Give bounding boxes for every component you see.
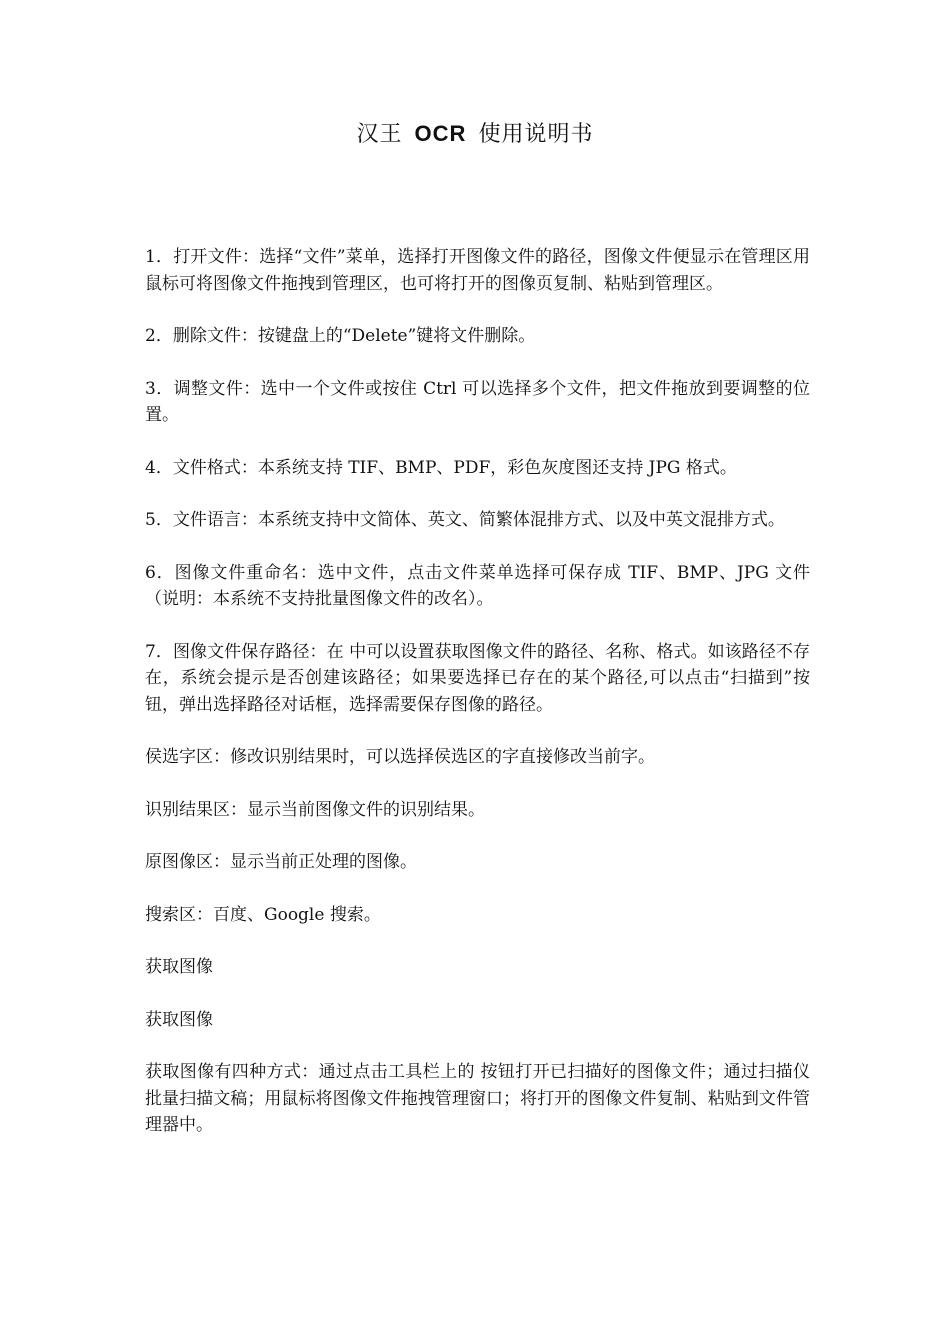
paragraph-adjust-file: 3．调整文件：选中一个文件或按住 Ctrl 可以选择多个文件，把文件拖放到要调整的位置。 [145,378,810,425]
title-prefix: 汉王 [356,122,403,147]
paragraph-open-file: 1．打开文件：选择“文件”菜单，选择打开图像文件的路径，图像文件便显示在管理区用鼠标可将图像文件拖拽到管理区，也可将打开的图像页复制、粘贴到管理区。 [145,247,810,294]
paragraph-get-image-methods: 获取图像有四种方式：通过点击工具栏上的 按钮打开已扫描好的图像文件；通过扫描仪批量扫描文稿；用鼠标将图像文件拖拽管理窗口；将打开的图像文件复制、粘贴到文件管理器中。 [145,1062,810,1135]
paragraph-search-area: 搜索区：百度、Google 搜索。 [145,904,381,925]
paragraph-rename: 6．图像文件重命名：选中文件，点击文件菜单选择可保存成 TIF、BMP、JPG 文件（说明：本系统不支持批量图像文件的改名）。 [145,562,810,609]
paragraph-file-format: 4．文件格式：本系统支持 TIF、BMP、PDF，彩色灰度图还支持 JPG 格式。 [145,457,737,478]
title-suffix: 使用说明书 [478,122,594,147]
paragraph-file-language: 5．文件语言：本系统支持中文简体、英文、简繁体混排方式、以及中英文混排方式。 [145,510,785,530]
document-body [145,244,810,1165]
paragraph-delete-file: 2．删除文件：按键盘上的“Delete”键将文件删除。 [145,326,536,346]
paragraph-save-path: 7．图像文件保存路径：在 中可以设置获取图像文件的路径、名称、格式。如该路径不存在，系统会提示是否创建该路径；如果要选择已存在的某个路径,可以点击“扫描到”按钮，弹出选择路径对话框，选择需要保存图像的路径。 [145,641,810,715]
heading-get-image-1: 获取图像 [145,957,213,977]
paragraph-candidate-area: 侯选字区：修改识别结果时，可以选择侯选区的字直接修改当前字。 [145,747,655,767]
paragraph-result-area: 识别结果区：显示当前图像文件的识别结果。 [145,799,485,820]
document-title [0,118,950,151]
heading-get-image-2: 获取图像 [145,1009,213,1030]
title-latin: OCR [414,121,467,146]
paragraph-original-image-area: 原图像区：显示当前正处理的图像。 [145,852,417,872]
